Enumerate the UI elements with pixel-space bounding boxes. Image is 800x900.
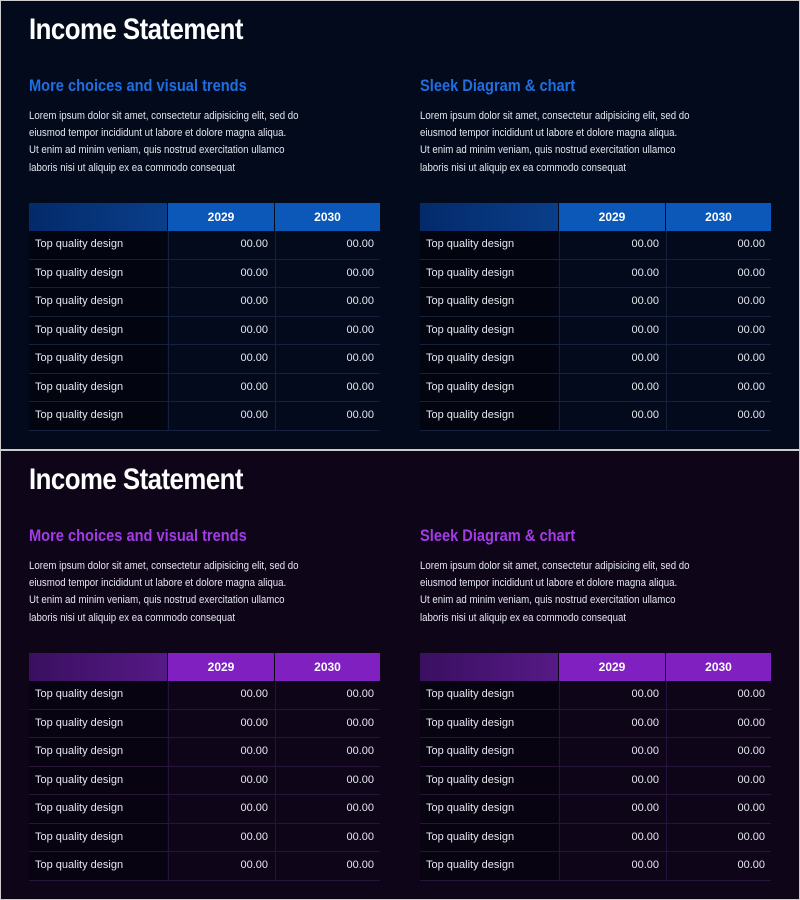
table-row [420, 288, 771, 317]
table-row [420, 795, 771, 824]
value-2030: 00.00 [275, 767, 380, 795]
paragraph-line: Lorem ipsum dolor sit amet, consectetur adipisicing elit, sed do [29, 110, 299, 122]
income-table [29, 203, 380, 431]
table-row [420, 260, 771, 289]
table-row [420, 852, 771, 881]
value-2029: 00.00 [559, 260, 665, 288]
table-row [420, 231, 771, 260]
value-2030: 00.00 [666, 710, 771, 738]
row-label: Top quality design [29, 231, 167, 259]
value-2030: 00.00 [666, 852, 771, 880]
row-label: Top quality design [29, 852, 167, 880]
table-row [420, 402, 771, 431]
section-subtitle: More choices and visual trends [29, 76, 247, 95]
row-label: Top quality design [420, 852, 558, 880]
table-row [29, 288, 380, 317]
value-2029: 00.00 [168, 681, 274, 709]
value-2030: 00.00 [275, 402, 380, 430]
value-2030: 00.00 [666, 402, 771, 430]
row-label: Top quality design [29, 260, 167, 288]
value-2029: 00.00 [559, 738, 665, 766]
table-row [29, 260, 380, 289]
row-label: Top quality design [420, 345, 558, 373]
value-2030: 00.00 [275, 681, 380, 709]
value-2030: 00.00 [666, 681, 771, 709]
value-2030: 00.00 [275, 231, 380, 259]
slide-title: Income Statement [29, 13, 243, 46]
value-2030: 00.00 [275, 260, 380, 288]
header-year-2030: 2030 [275, 203, 380, 231]
value-2030: 00.00 [275, 345, 380, 373]
value-2029: 00.00 [168, 738, 274, 766]
value-2030: 00.00 [275, 710, 380, 738]
table-row [29, 374, 380, 403]
row-label: Top quality design [29, 795, 167, 823]
paragraph-line: laboris nisi ut aliquip ex ea commodo consequat [29, 161, 236, 174]
row-label: Top quality design [420, 260, 558, 288]
header-year-2029: 2029 [559, 203, 665, 231]
row-label: Top quality design [29, 345, 167, 373]
row-label: Top quality design [420, 288, 558, 316]
value-2029: 00.00 [559, 402, 665, 430]
table-row [420, 824, 771, 853]
value-2029: 00.00 [168, 710, 274, 738]
value-2030: 00.00 [666, 345, 771, 373]
header-year-2029: 2029 [559, 653, 665, 681]
table-row [420, 710, 771, 739]
value-2029: 00.00 [559, 852, 665, 880]
value-2030: 00.00 [666, 288, 771, 316]
header-label-cell [420, 653, 558, 681]
paragraph-line: Ut enim ad minim veniam, quis nostrud exercitation ullamco [29, 594, 285, 607]
value-2030: 00.00 [275, 317, 380, 345]
table-row [29, 710, 380, 739]
value-2030: 00.00 [275, 288, 380, 316]
row-label: Top quality design [420, 824, 558, 852]
table-row [420, 681, 771, 710]
paragraph-line: laboris nisi ut aliquip ex ea commodo consequat [29, 611, 236, 624]
value-2030: 00.00 [275, 824, 380, 852]
income-statement-slide-purple [1, 451, 799, 899]
header-year-2030: 2030 [275, 653, 380, 681]
paragraph-line: eiusmod tempor incididunt ut labore et dolore magna aliqua. [29, 577, 287, 590]
paragraph-line: eiusmod tempor incididunt ut labore et dolore magna aliqua. [420, 577, 678, 590]
row-label: Top quality design [420, 738, 558, 766]
table-header [29, 653, 380, 681]
paragraph-line: Lorem ipsum dolor sit amet, consectetur adipisicing elit, sed do [29, 560, 299, 572]
left-column [29, 451, 389, 899]
paragraph-line: Ut enim ad minim veniam, quis nostrud exercitation ullamco [420, 594, 676, 607]
income-table [29, 653, 380, 881]
description-paragraph [29, 558, 359, 627]
table-row [29, 402, 380, 431]
table-row [29, 681, 380, 710]
value-2029: 00.00 [559, 824, 665, 852]
header-year-2030: 2030 [666, 653, 771, 681]
table-row [29, 317, 380, 346]
paragraph-line: laboris nisi ut aliquip ex ea commodo consequat [420, 611, 627, 624]
value-2029: 00.00 [168, 260, 274, 288]
value-2030: 00.00 [666, 767, 771, 795]
value-2030: 00.00 [666, 374, 771, 402]
header-label-cell [29, 203, 167, 231]
value-2029: 00.00 [168, 374, 274, 402]
value-2029: 00.00 [168, 402, 274, 430]
value-2029: 00.00 [168, 231, 274, 259]
row-label: Top quality design [420, 317, 558, 345]
section-subtitle: Sleek Diagram & chart [420, 526, 576, 545]
row-label: Top quality design [29, 402, 167, 430]
table-row [29, 345, 380, 374]
description-paragraph [420, 558, 750, 627]
value-2030: 00.00 [275, 795, 380, 823]
header-label-cell [420, 203, 558, 231]
value-2029: 00.00 [168, 317, 274, 345]
value-2029: 00.00 [559, 374, 665, 402]
value-2029: 00.00 [559, 231, 665, 259]
table-row [29, 738, 380, 767]
row-label: Top quality design [420, 710, 558, 738]
table-row [420, 317, 771, 346]
row-label: Top quality design [29, 374, 167, 402]
row-label: Top quality design [29, 738, 167, 766]
header-label-cell [29, 653, 167, 681]
table-row [29, 824, 380, 853]
paragraph-line: Lorem ipsum dolor sit amet, consectetur adipisicing elit, sed do [420, 110, 690, 122]
value-2030: 00.00 [666, 795, 771, 823]
row-label: Top quality design [420, 795, 558, 823]
table-header [420, 203, 771, 231]
header-year-2029: 2029 [168, 653, 274, 681]
value-2029: 00.00 [559, 345, 665, 373]
row-label: Top quality design [420, 681, 558, 709]
value-2029: 00.00 [559, 317, 665, 345]
table-header [420, 653, 771, 681]
income-table [420, 653, 771, 881]
right-column [420, 451, 780, 899]
header-year-2029: 2029 [168, 203, 274, 231]
row-label: Top quality design [29, 288, 167, 316]
row-label: Top quality design [420, 767, 558, 795]
table-row [29, 767, 380, 796]
value-2029: 00.00 [168, 288, 274, 316]
header-year-2030: 2030 [666, 203, 771, 231]
income-statement-slide-blue [1, 1, 799, 449]
value-2030: 00.00 [275, 374, 380, 402]
table-row [420, 345, 771, 374]
table-row [29, 852, 380, 881]
paragraph-line: laboris nisi ut aliquip ex ea commodo consequat [420, 161, 627, 174]
value-2030: 00.00 [666, 231, 771, 259]
value-2029: 00.00 [168, 852, 274, 880]
table-header [29, 203, 380, 231]
table-row [420, 374, 771, 403]
value-2029: 00.00 [559, 795, 665, 823]
row-label: Top quality design [29, 317, 167, 345]
table-row [29, 795, 380, 824]
row-label: Top quality design [420, 402, 558, 430]
left-column [29, 1, 389, 449]
income-table [420, 203, 771, 431]
value-2029: 00.00 [559, 288, 665, 316]
table-row [420, 767, 771, 796]
value-2030: 00.00 [666, 260, 771, 288]
table-row [420, 738, 771, 767]
value-2029: 00.00 [168, 345, 274, 373]
slide-title: Income Statement [29, 463, 243, 496]
value-2029: 00.00 [559, 710, 665, 738]
paragraph-line: Ut enim ad minim veniam, quis nostrud exercitation ullamco [29, 144, 285, 157]
row-label: Top quality design [29, 824, 167, 852]
value-2029: 00.00 [559, 767, 665, 795]
value-2030: 00.00 [666, 738, 771, 766]
description-paragraph [420, 108, 750, 177]
value-2030: 00.00 [275, 852, 380, 880]
row-label: Top quality design [29, 681, 167, 709]
right-column [420, 1, 780, 449]
value-2029: 00.00 [168, 767, 274, 795]
value-2029: 00.00 [168, 795, 274, 823]
description-paragraph [29, 108, 359, 177]
paragraph-line: Lorem ipsum dolor sit amet, consectetur adipisicing elit, sed do [420, 560, 690, 572]
paragraph-line: eiusmod tempor incididunt ut labore et dolore magna aliqua. [420, 127, 678, 140]
section-subtitle: Sleek Diagram & chart [420, 76, 576, 95]
value-2029: 00.00 [168, 824, 274, 852]
row-label: Top quality design [29, 767, 167, 795]
row-label: Top quality design [29, 710, 167, 738]
paragraph-line: eiusmod tempor incididunt ut labore et dolore magna aliqua. [29, 127, 287, 140]
row-label: Top quality design [420, 231, 558, 259]
row-label: Top quality design [420, 374, 558, 402]
value-2030: 00.00 [666, 824, 771, 852]
value-2030: 00.00 [275, 738, 380, 766]
table-row [29, 231, 380, 260]
paragraph-line: Ut enim ad minim veniam, quis nostrud exercitation ullamco [420, 144, 676, 157]
value-2029: 00.00 [559, 681, 665, 709]
section-subtitle: More choices and visual trends [29, 526, 247, 545]
value-2030: 00.00 [666, 317, 771, 345]
